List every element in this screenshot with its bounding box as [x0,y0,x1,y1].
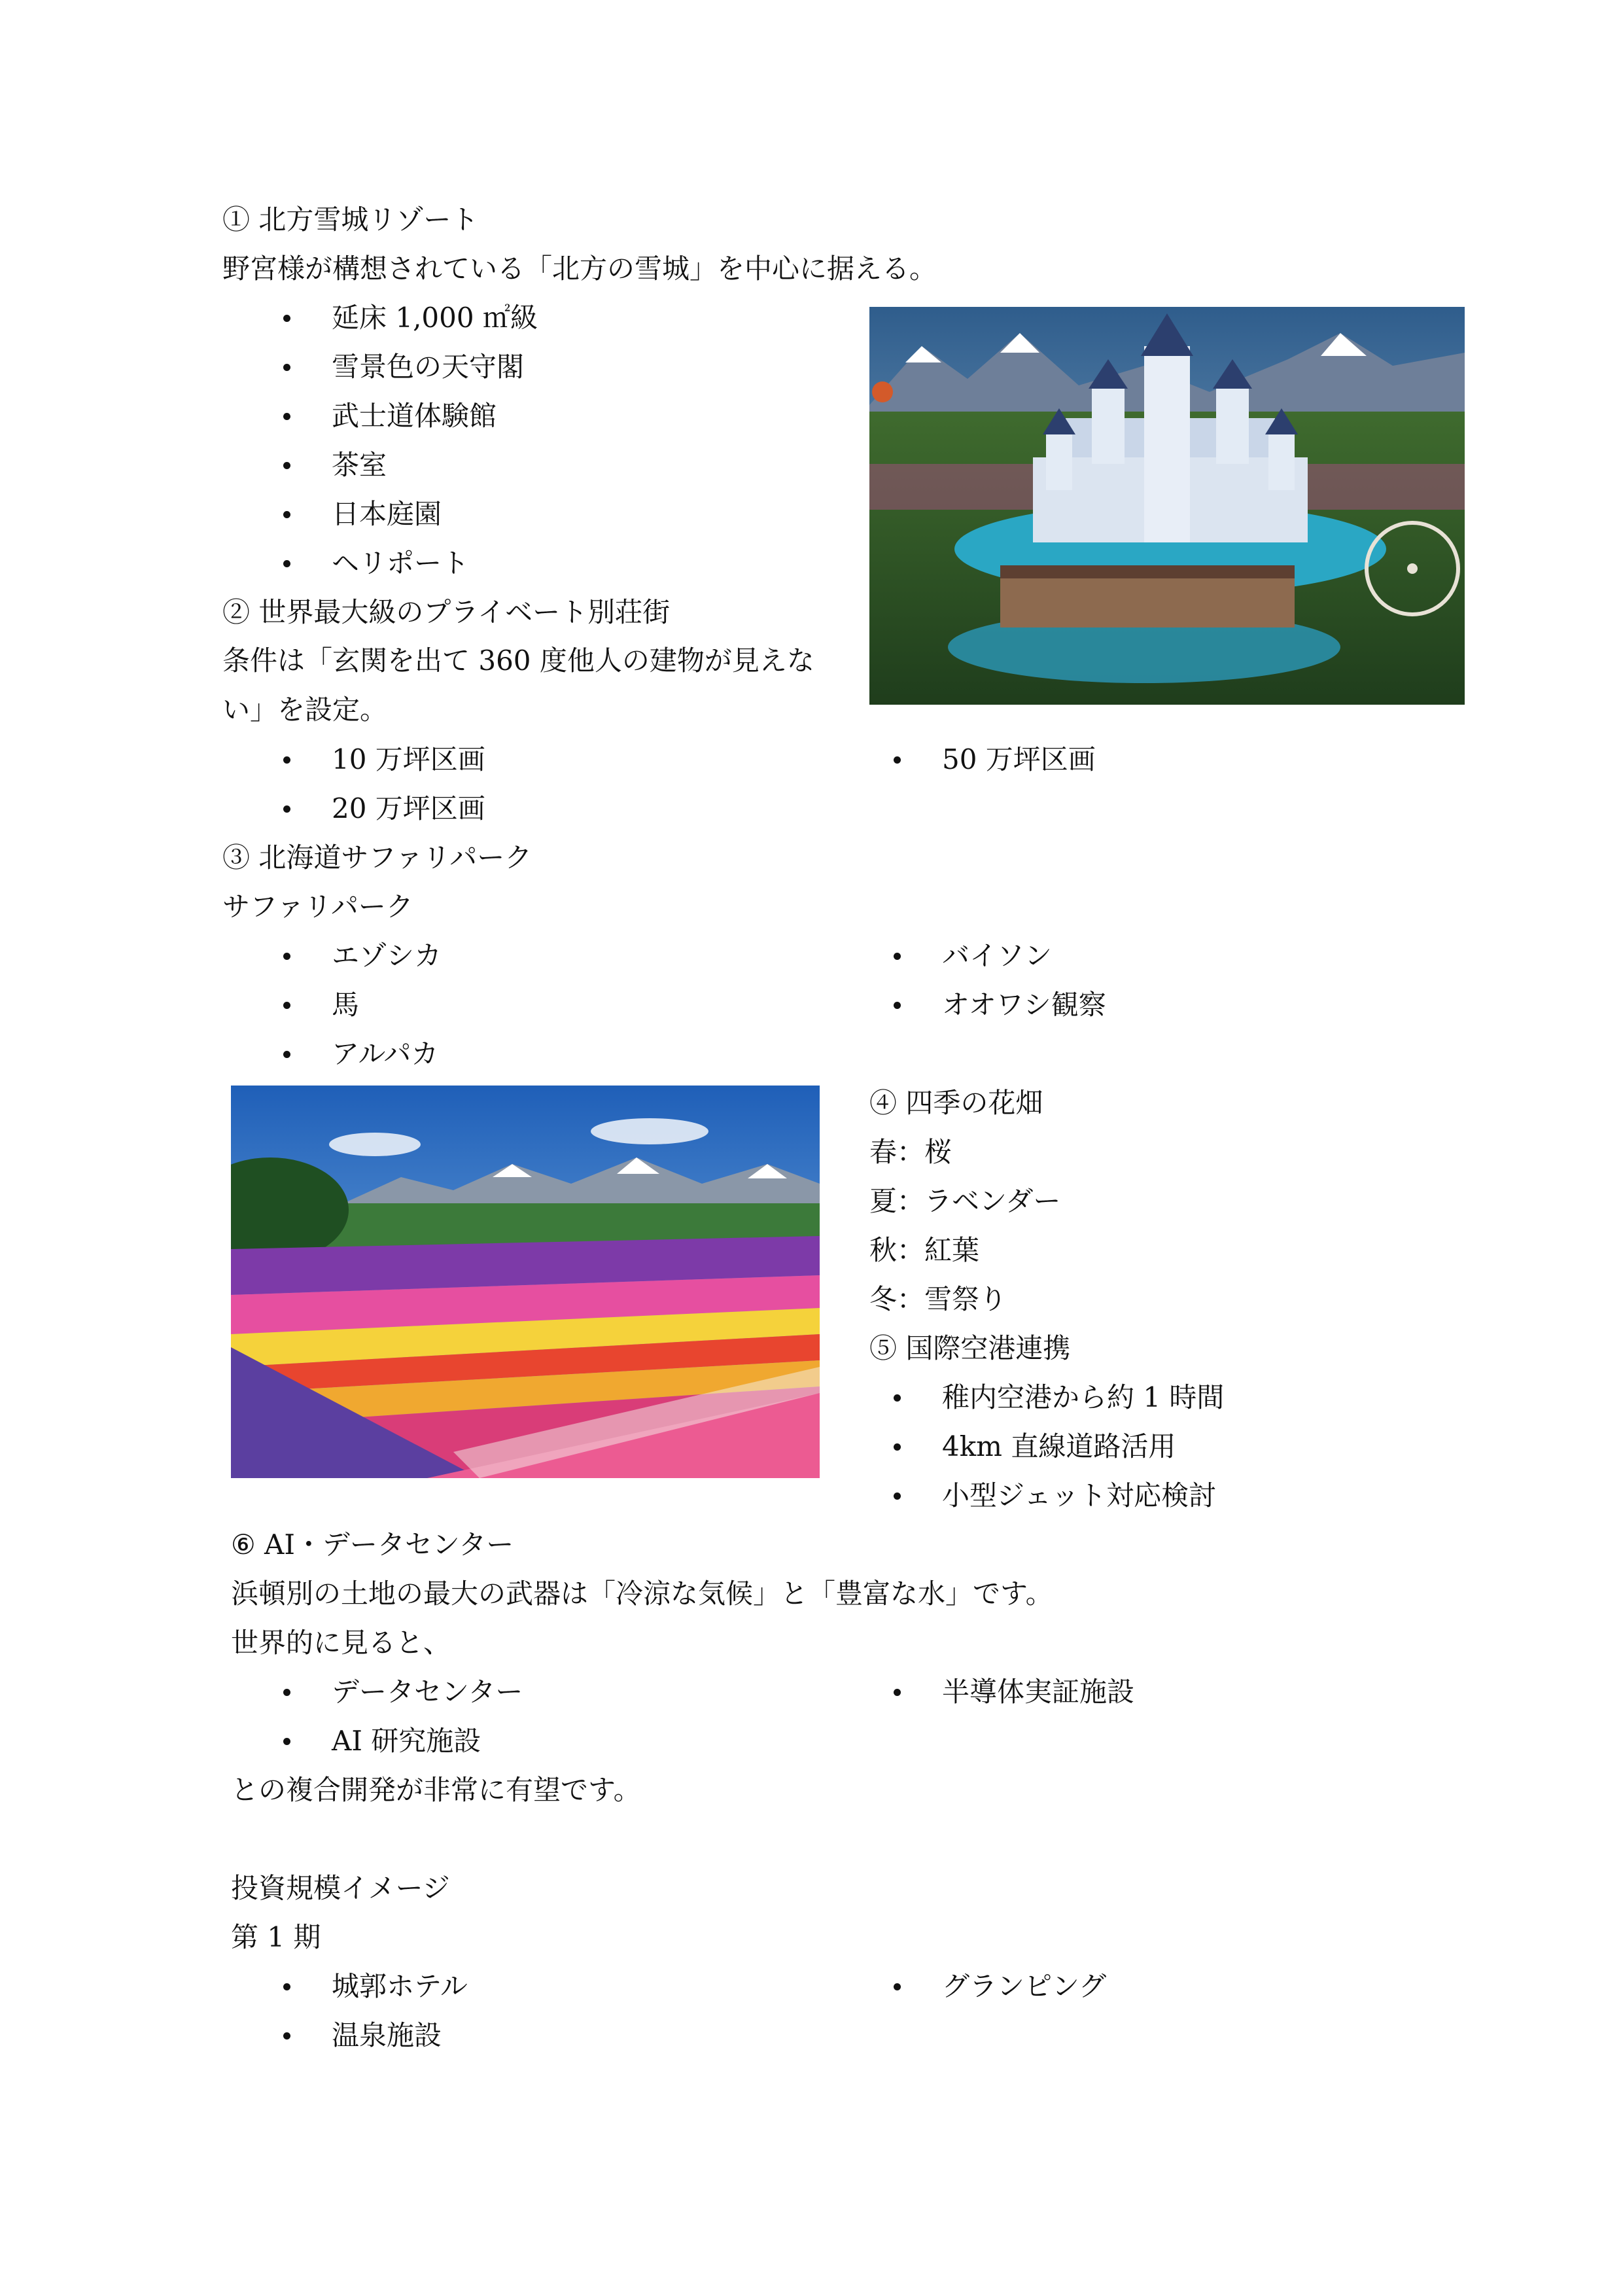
list-item: 日本庭園 [332,495,442,533]
section-2-intro: 条件は「玄関を出て 360 度他人の建物が見えない」を設定。 [222,645,814,726]
season-line: 秋：紅葉 [869,1234,980,1266]
section-6-line1: 浜頓別の土地の最大の武器は「冷涼な気候」と「豊富な水」です。 [231,1578,1053,1610]
list-item: 半導体実証施設 [942,1673,1134,1711]
list-item: グランピング [942,1968,1106,2005]
investment-phase: 第 1 期 [231,1921,321,1953]
list-item: 馬 [332,986,359,1024]
list-item: 50 万坪区画 [942,741,1096,779]
section-2-heading: ② 世界最大級のプライベート別荘街 [222,596,671,628]
list-item: AI 研究施設 [332,1722,481,1760]
list-item: 稚内空港から約 1 時間 [942,1379,1224,1417]
list-item: 小型ジェット対応検討 [942,1477,1216,1515]
list-item: 20 万坪区画 [332,790,485,828]
list-item: 4km 直線道路活用 [942,1428,1176,1466]
list-item: 温泉施設 [332,2017,442,2055]
list-item: エゾシカ [332,937,442,975]
section-4-heading: ④ 四季の花畑 [869,1087,1043,1119]
list-item: 茶室 [332,446,387,484]
section-1-intro: 野宮様が構想されている「北方の雪城」を中心に据える。 [222,253,937,285]
list-item: オオワシ観察 [942,986,1106,1024]
section-6-line3: との複合開発が非常に有望です。 [231,1774,641,1806]
season-line: 冬：雪祭り [869,1283,1007,1315]
snow-castle-resort-image [869,307,1465,705]
investment-heading: 投資規模イメージ [231,1872,450,1904]
list-item: 10 万坪区画 [332,741,485,779]
season-line: 春：桜 [869,1136,952,1168]
section-3-intro: サファリパーク [222,891,413,923]
section-5-heading: ⑤ 国際空港連携 [869,1332,1071,1364]
list-item: データセンター [332,1673,523,1711]
list-item: バイソン [942,937,1052,975]
section-1-heading: ① 北方雪城リゾート [222,203,479,236]
list-item: ヘリポート [332,544,469,582]
list-item: 武士道体験館 [332,397,497,435]
season-line: 夏：ラベンダー [869,1185,1061,1217]
section-6-line2: 世界的に見ると、 [231,1627,451,1659]
list-item: アルパカ [332,1035,438,1073]
list-item: 雪景色の天守閣 [332,348,524,386]
section-6-heading: ⑥ AI・データセンター [231,1528,514,1561]
list-item: 延床 1,000 ㎡級 [332,299,538,337]
section-3-heading: ③ 北海道サファリパーク [222,841,532,874]
list-item: 城郭ホテル [332,1968,468,2005]
flower-field-image [231,1086,820,1478]
